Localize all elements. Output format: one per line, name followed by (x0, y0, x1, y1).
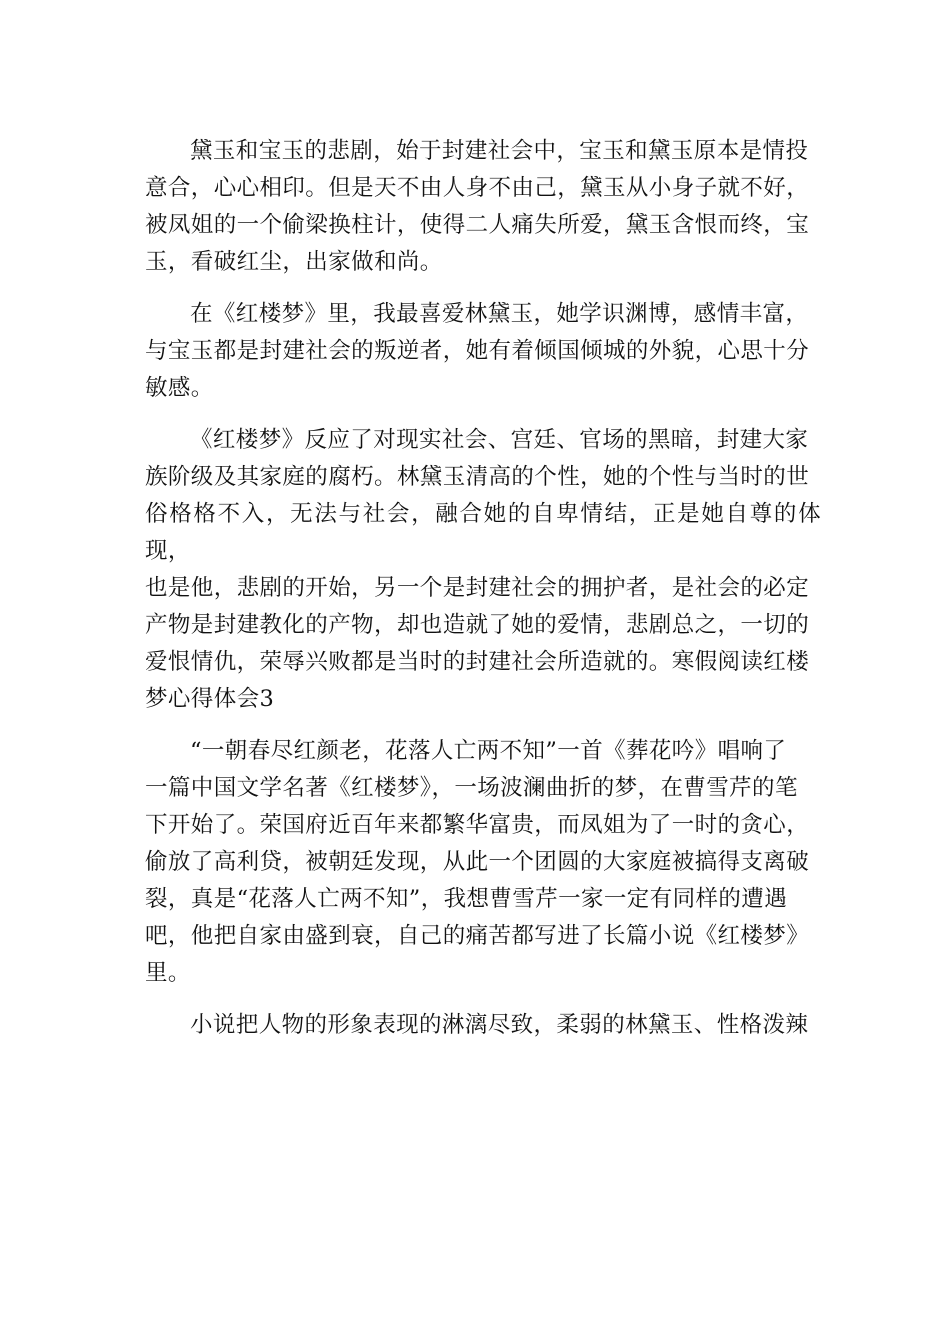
paragraph-3 (145, 422, 821, 718)
paragraph-2-line-2: 与宝玉都是封建社会的叛逆者，她有着倾国倾城的外貌，心思十分 (145, 338, 810, 364)
paragraph-3-line-1: 《红楼梦》反应了对现实社会、宫廷、官场的黑暗，封建大家 (190, 427, 809, 453)
paragraph-1-line-3: 被凤姐的一个偷梁换柱计，使得二人痛失所爱，黛玉含恨而终，宝 (145, 212, 810, 238)
paragraph-5 (145, 1007, 821, 1044)
paragraph-2 (145, 296, 821, 407)
paragraph-2-line-1: 在《红楼梦》里，我最喜爱林黛玉，她学识渊博，感情丰富， (190, 301, 809, 327)
paragraph-4-line-5: 裂，真是“花落人亡两不知”，我想曹雪芹一家一定有同样的遭遇 (145, 886, 788, 912)
paragraph-4-line-7: 里。 (145, 960, 191, 986)
document-body (145, 133, 821, 1044)
paragraph-1-line-1: 黛玉和宝玉的悲剧，始于封建社会中，宝玉和黛玉原本是情投 (190, 138, 809, 164)
paragraph-3-line-6: 爱恨情仇，荣辱兴败都是当时的封建社会所造就的。寒假阅读红楼 (145, 649, 810, 675)
paragraph-3-line-2: 族阶级及其家庭的腐朽。林黛玉清高的个性，她的个性与当时的世 (145, 464, 810, 490)
paragraph-4-line-4: 偷放了高利贷，被朝廷发现，从此一个团圆的大家庭被搞得支离破 (145, 849, 810, 875)
paragraph-5-line-1: 小说把人物的形象表现的淋漓尽致，柔弱的林黛玉、性格泼辣 (190, 1012, 809, 1038)
paragraph-2-line-3: 敏感。 (145, 375, 214, 401)
paragraph-3-line-7: 梦心得体会3 (145, 686, 275, 712)
paragraph-4 (145, 733, 821, 992)
paragraph-1 (145, 133, 821, 281)
paragraph-4-line-3: 下开始了。荣国府近百年来都繁华富贵，而凤姐为了一时的贪心， (145, 812, 810, 838)
paragraph-4-line-2: 一篇中国文学名著《红楼梦》，一场波澜曲折的梦，在曹雪芹的笔 (145, 775, 798, 801)
paragraph-4-line-1: “一朝春尽红颜老，花落人亡两不知”一首《葬花吟》唱响了 (190, 738, 787, 764)
paragraph-3-line-3: 俗格格不入，无法与社会，融合她的自卑情结，正是她自尊的体现， (145, 501, 821, 564)
paragraph-1-line-2: 意合，心心相印。但是天不由人身不由己，黛玉从小身子就不好， (145, 175, 810, 201)
paragraph-3-line-5: 产物是封建教化的产物，却也造就了她的爱情，悲剧总之，一切的 (145, 612, 810, 638)
paragraph-4-line-6: 吧，他把自家由盛到衰，自己的痛苦都写进了长篇小说《红楼梦》 (145, 923, 810, 949)
paragraph-3-line-4: 也是他，悲剧的开始，另一个是封建社会的拥护者，是社会的必定 (145, 575, 810, 601)
paragraph-1-line-4: 玉，看破红尘，出家做和尚。 (145, 249, 443, 275)
